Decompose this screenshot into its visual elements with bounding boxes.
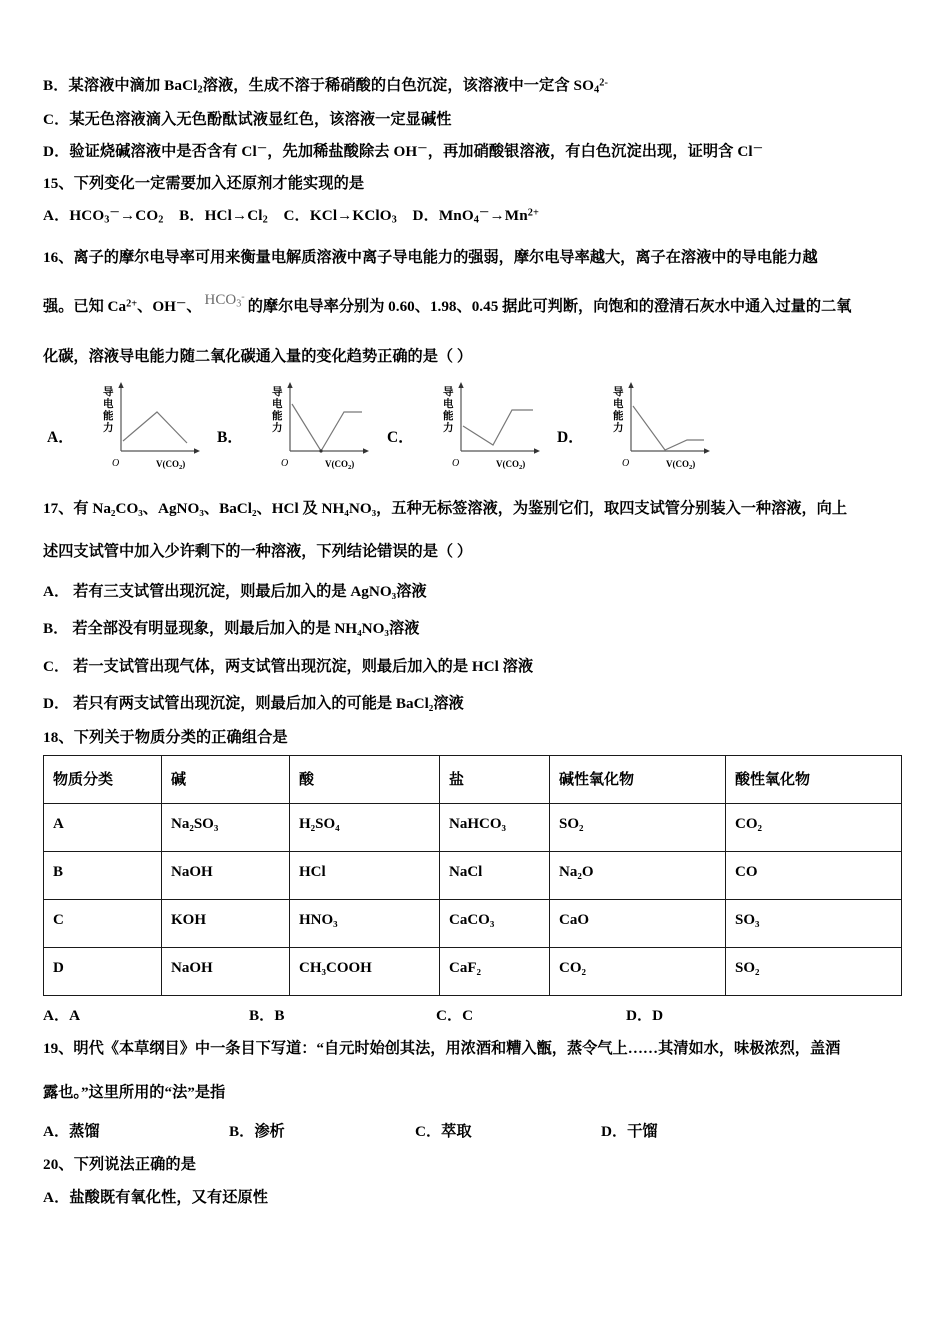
q19-number: 19、 (43, 1039, 74, 1057)
table-cell: SO₂ (550, 803, 726, 851)
q20-stem (43, 1157, 913, 1172)
table-cell: CaO (550, 899, 726, 947)
q15-option-c-f0: KCl→KClO (309, 206, 392, 224)
q16-line2-d: 的摩尔电导率分别为 0.60、1.98、0.45 据此可判断，向饱和的澄清石灰水中通入过量的二氧 (247, 298, 852, 316)
q16-line2-c: 、 (186, 298, 202, 316)
hco3-sup: - (241, 291, 245, 303)
q17-stem-line1 (43, 497, 913, 521)
q19-option-d: D．干馏 (601, 1123, 658, 1141)
graph-a-ylabel-c2: 电 (102, 397, 114, 410)
q14-option-b-label: B． (43, 77, 69, 94)
table-cell: NaCl (440, 851, 550, 899)
q15-option-a-f4: 2 (158, 214, 164, 226)
graph-a-ylabel-c4: 力 (102, 421, 114, 434)
table-header-cell: 酸 (290, 755, 440, 803)
table-cell: NaOH (162, 851, 290, 899)
q15-option-c-f1: 3 (391, 214, 397, 226)
table-cell: NaHCO₃ (440, 803, 550, 851)
q14-option-c: C．某无色溶液滴入无色酚酞试液显红色，该溶液一定显碱性 (43, 111, 452, 129)
q19-option-a: A．蒸馏 (43, 1123, 100, 1141)
table-cell: B (44, 851, 162, 899)
q17-option-a (43, 580, 913, 601)
q14-option-d-label: D． (43, 143, 70, 161)
hco3-formula (202, 289, 248, 312)
q16-graph-option-b (217, 379, 387, 471)
page-content (43, 78, 913, 1222)
q15-option-d-f0: MnO (438, 206, 474, 224)
graph-a-ylabel-c1: 导 (102, 385, 114, 398)
q15-option-d (413, 207, 540, 224)
q16-line1-text: 离子的摩尔电导率可用来衡量电解质溶液中离子导电能力的强弱，摩尔电导率越大，离子在溶液中的导电能力越 (73, 249, 818, 267)
q15-option-a-f3: →CO (119, 206, 159, 224)
hco3-sub: 3 (236, 298, 242, 310)
table-cell: C (44, 899, 162, 947)
q17-option-a-label: A． (43, 582, 70, 600)
table-header-cell: 碱性氧化物 (550, 755, 726, 803)
table-cell: CO₂ (550, 947, 726, 995)
q15-stem-text: 下列变化一定需要加入还原剂才能实现的是 (73, 174, 365, 192)
table-cell: Na₂O (550, 851, 726, 899)
table-cell: H₂SO₄ (290, 803, 440, 851)
q19-stem-line1 (43, 1037, 913, 1061)
q15-option-a-label: A． (43, 206, 70, 224)
table-cell: CH₃COOH (290, 947, 440, 995)
table-row (44, 899, 902, 947)
graph-d-ylabel-c4: 力 (612, 421, 624, 434)
q17-option-b-text: 若全部没有明显现象，则最后加入的是 NH₄NO₃溶液 (72, 620, 420, 638)
q19-line1-text: 明代《本草纲目》中一条目下写道：“自元时始创其法，用浓酒和糟入甑，蒸令气上……其清如水，味极浓烈，盖酒 (73, 1039, 841, 1057)
q16-graph-a-label: A． (47, 428, 74, 446)
graph-b-ylabel-c2: 电 (271, 397, 283, 410)
q14-option-d-text2: ，先加稀盐酸除去 OH (267, 143, 418, 161)
q20-option-a: A．盐酸既有氧化性，又有还原性 (43, 1189, 269, 1207)
q14-option-d-sup3: － (752, 143, 764, 155)
q16-stem-line3: 化碳，溶液导电能力随二氧化碳通入量的变化趋势正确的是（ ） (43, 348, 473, 366)
q16-line2-b-sup: － (176, 298, 187, 310)
q16-graph-option-d (557, 379, 727, 471)
q18-answer-c: C．C (436, 1006, 474, 1024)
q18-answer-row (43, 1004, 913, 1025)
q15-option-c-label: C． (283, 206, 310, 224)
table-cell: NaOH (162, 947, 290, 995)
graph-d-ylabel-c1: 导 (612, 385, 624, 398)
q19-stem-line2: 露也。”这里所用的“法”是指 (43, 1083, 226, 1101)
table-row (44, 851, 902, 899)
q16-stem-line2 (43, 291, 913, 319)
q14-option-d-text3: ，再加硝酸银溶液，有白色沉淀出现，证明含 Cl (427, 143, 753, 161)
graph-a-ylabel-c3: 能 (102, 409, 114, 422)
q14-option-b-text2: 溶液，生成不溶于稀硝酸的白色沉淀，该溶液中一定含 SO (202, 77, 594, 94)
hco3-main: HCO (204, 292, 237, 309)
q17-option-d-text: 若只有两支试管出现沉淀，则最后加入的可能是 BaCl₂溶液 (73, 695, 464, 713)
q19-option-b: B．渗析 (229, 1123, 285, 1141)
q17-stem-post: 五种无标签溶液，为鉴别它们，取四支试管分别装入一种溶液，向上 (391, 499, 847, 517)
graph-c-svg (417, 379, 552, 471)
q14-option-d-sup1: － (256, 143, 268, 155)
q17-option-a-text: 若有三支试管出现沉淀，则最后加入的是 AgNO₃溶液 (73, 582, 427, 600)
q14-option-d-text1: 验证烧碱溶液中是否含有 Cl (69, 143, 257, 161)
graph-b-ylabel-c3: 能 (271, 409, 283, 422)
table-cell: CO (726, 851, 902, 899)
graph-c-xlabel: $V(CO_2)$ (495, 458, 525, 471)
graph-b-svg (246, 379, 381, 471)
q14-option-b-text1: 某溶液中滴加 BaCl (68, 77, 198, 94)
graph-c-ylabel-c4: 力 (442, 421, 454, 434)
table-cell: D (44, 947, 162, 995)
q15-option-b-f1: 2 (262, 214, 268, 226)
q19-options (43, 1120, 913, 1141)
q15-option-b-f0: HCl→Cl (204, 206, 263, 224)
table-header-cell: 碱 (162, 755, 290, 803)
q14-option-b-sub1: 2 (197, 84, 203, 96)
q15-option-d-f3: →Mn (489, 206, 528, 224)
q17-option-d (43, 692, 913, 713)
q17-number: 17、 (43, 499, 74, 517)
graph-b-ylabel-c4: 力 (271, 421, 283, 434)
q15-option-d-f4: 2+ (527, 207, 540, 219)
table-row (44, 803, 902, 851)
q17-option-c-label: C． (43, 657, 70, 675)
q14-option-d-sup2: － (417, 143, 428, 155)
q18-number: 18、 (43, 728, 74, 746)
q15-option-a (43, 207, 164, 224)
q15-option-d-f2: － (479, 207, 490, 219)
table-cell: HCl (290, 851, 440, 899)
q16-graph-options (43, 379, 913, 471)
graph-d-xlabel: $V(CO_2)$ (665, 458, 695, 471)
q16-line2-a: 强。已知 Ca (43, 298, 127, 316)
table-header-cell: 盐 (440, 755, 550, 803)
table-cell: CaCO₃ (440, 899, 550, 947)
q17-option-c-text: 若一支试管出现气体，两支试管出现沉淀，则最后加入的是 HCl 溶液 (73, 657, 534, 675)
q16-graph-c-label: C． (387, 428, 414, 446)
graph-a-origin: O (111, 457, 119, 469)
table-cell: KOH (162, 899, 290, 947)
table-cell: HNO₃ (290, 899, 440, 947)
q17-stem-chemicals: Na₂CO₃、AgNO₃、BaCl₂、HCl 及 NH₄NO₃， (92, 499, 392, 517)
graph-c-ylabel-c2: 电 (442, 397, 454, 410)
graph-d-ylabel-c3: 能 (612, 409, 624, 422)
q19-option-c: C．萃取 (415, 1123, 472, 1141)
table-cell: CaF₂ (440, 947, 550, 995)
graph-a-svg (77, 379, 212, 471)
q14-option-b-sub2: 4 (594, 84, 600, 96)
q16-graph-option-a (47, 379, 217, 471)
graph-d-ylabel-c2: 电 (612, 397, 624, 410)
graph-c-origin: O (451, 457, 459, 469)
q17-option-b (43, 617, 913, 638)
q15-option-b (179, 207, 268, 224)
q15-option-a-f2: － (109, 207, 120, 219)
q16-graph-d-label: D． (557, 428, 584, 446)
table-cell: A (44, 803, 162, 851)
q16-stem-line1 (43, 247, 913, 270)
q16-line2-a-sup: 2+ (126, 298, 138, 310)
q15-number: 15、 (43, 174, 74, 192)
q20-number: 20、 (43, 1156, 74, 1174)
q15-option-c (283, 207, 396, 224)
q15-options (43, 208, 913, 226)
q16-graph-option-c (387, 379, 557, 471)
q14-option-b (43, 78, 913, 96)
table-cell: CO₂ (726, 803, 902, 851)
table-cell: Na₂SO₃ (162, 803, 290, 851)
q18-stem (43, 730, 913, 745)
q15-option-d-label: D． (412, 206, 439, 224)
q17-option-d-label: D． (43, 695, 70, 713)
q15-option-a-f0: HCO (69, 206, 105, 224)
graph-a-xlabel: $V(CO_2)$ (155, 458, 185, 471)
q18-stem-text: 下列关于物质分类的正确组合是 (73, 728, 288, 746)
table-header-cell: 物质分类 (44, 755, 162, 803)
classification-table (43, 755, 902, 996)
graph-c-ylabel-c1: 导 (442, 385, 454, 398)
graph-c-ylabel-c3: 能 (442, 409, 454, 422)
table-cell: SO₃ (726, 899, 902, 947)
table-header-cell: 酸性氧化物 (726, 755, 902, 803)
table-row (44, 947, 902, 995)
q17-stem-pre: 有 (73, 499, 93, 517)
q14-option-d (43, 144, 913, 159)
q17-option-b-label: B． (43, 620, 69, 638)
q16-line2-b: 、OH (137, 298, 176, 316)
q20-stem-text: 下列说法正确的是 (73, 1156, 196, 1174)
graph-d-svg (587, 379, 722, 471)
q15-option-d-f1: 4 (473, 214, 480, 226)
graph-b-xlabel: $V(CO_2)$ (324, 458, 355, 471)
table-cell: SO₂ (726, 947, 902, 995)
q17-stem-line2: 述四支试管中加入少许剩下的一种溶液，下列结论错误的是（ ） (43, 543, 473, 561)
q16-graph-b-label: B． (217, 428, 243, 446)
q18-answer-a: A．A (43, 1006, 81, 1024)
graph-d-origin: O (621, 457, 629, 469)
q15-option-b-label: B． (179, 206, 205, 224)
q15-stem (43, 176, 913, 191)
graph-b-ylabel-c1: 导 (271, 385, 283, 398)
q17-option-c (43, 655, 913, 676)
q16-number: 16、 (43, 249, 74, 267)
q18-answer-d: D．D (626, 1006, 664, 1024)
graph-b-origin: O (280, 457, 289, 469)
table-header-row (44, 755, 902, 803)
q15-option-a-f1: 3 (104, 214, 110, 226)
q14-option-b-sup2: 2- (599, 77, 609, 89)
q18-answer-b: B．B (249, 1006, 285, 1024)
